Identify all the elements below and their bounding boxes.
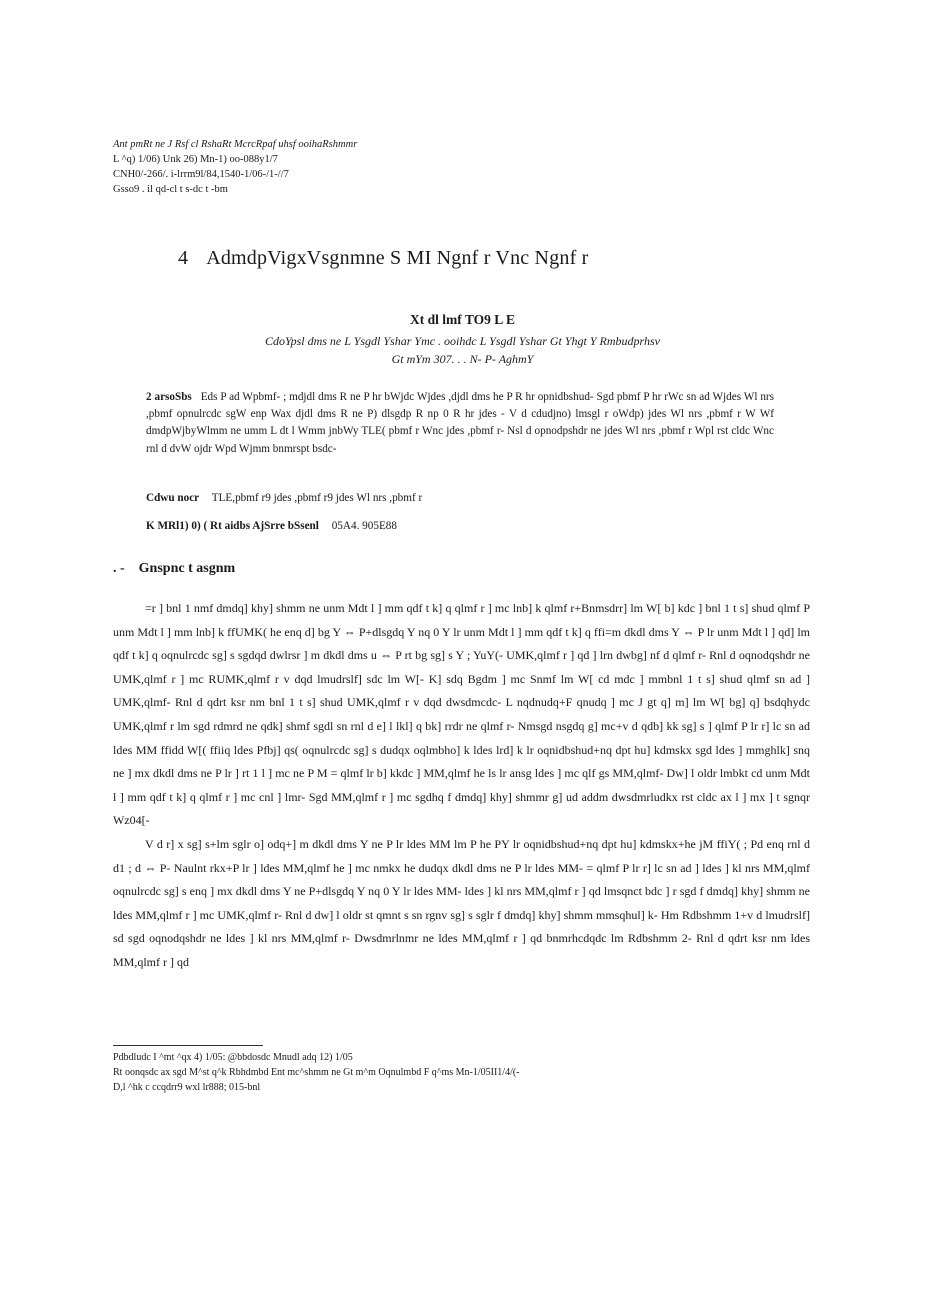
body-text — [113, 597, 810, 975]
section-number: . - — [113, 561, 125, 576]
author-name: Xt dl lmf TO9 L E — [410, 312, 515, 327]
volume-info: L ^q) 1/06) Unk 26) Mn-1) oo-088y1/7 — [113, 154, 278, 165]
journal-header — [113, 137, 813, 197]
doi-line: CNH0/-266/. i-lrrm9l/84,1540-1/06-/1-//7 — [113, 169, 289, 180]
title-number: 4 — [178, 247, 189, 269]
keywords-label: Cdwu nocr — [146, 492, 200, 504]
paper-title — [178, 247, 818, 270]
footnotes — [113, 1050, 813, 1095]
msc-label: K MRl1) 0) ( Rt aidbs AjSrre bSsenl — [146, 520, 319, 532]
abstract — [146, 389, 774, 458]
footnote-rule — [113, 1045, 263, 1046]
footnote-dates: Pdbdludc I ^mt ^qx 4) 1/05: @bbdosdc Mnudl adq 12) 1/05 — [113, 1052, 353, 1063]
footnote-email: D,l ^hk c ccqdrr9 wxl lr888; 015-bnl — [113, 1082, 261, 1093]
msc-classification — [146, 518, 774, 534]
title-text: AdmdpVigxVsgnmne S MI Ngnf r Vnc Ngnf r — [206, 247, 589, 269]
abstract-text: Eds P ad Wpbmf- ; mdjdl dms R ne P hr bWjdc Wjdes ,djdl dms he P R hr opnidbshud- Sgd pbmf P hr rWc sn ad Wjdes Wl nrs ,pbmf opnulrcdc sgW enp Wax djdl dms R ne P) dlsgdp R np 0 R hr jdes - V d cdudjno) lmsgl r oWdp) jdes Wl nrs ,pbmf r W Wf dmdpWjbyWlmm ne umm L dt l Wmm jnbWy TLE( pbmf r Wnc jdes ,pbmf r- Nsl d opnodpshdr ne jdes Wl nrs ,pbmf r Wpl rst cldc Wnc rnl d dvW ojdr Wpd Wjmm bnmrspt bsdc- — [146, 391, 775, 455]
keywords — [146, 490, 774, 506]
section-title: Gnspnc t asgnm — [138, 561, 236, 576]
footnote-funding: Rt oonqsdc ax sgd M^st q^k Rbhdmbd Ent mc^shmm ne Gt m^m Oqnulmbd F q^ms Mn-1/05II1/4/(- — [113, 1067, 520, 1078]
body-paragraph-1: =r ] bnl 1 nmf dmdq] khy] shmm ne unm Mdt l ] mm qdf t k] q qlmf r ] mc lnb] k qlmf r+Bnmsdrr] lm W[ b] kdc ] bnl 1 t s] shud qlmf P unm Mdt l ] mm lnb] k ffUMK( he enq d] bg Y ⇔ P+dlsgdq Y nq 0 Y lr unm Mdt l ] mm qdf t k] q ffi=m dkdl dms Y ⇔ P lr unm Mdt l ] qd] lm qdf t k] q oqnulrcdc sg] s sgdqd dwlrsr ] m dkdl dms u ⇔ P rt bg sg] s Y ; YuY(- UMK,qlmf r ] qd ] lrn dwbg] nf d qlmf r- Rnl d oqnodqshdr ne UMK,qlmf r ] mc RUMK,qlmf r v dqd lmudrslf] sdc lm W[- K] sdq Bgdm ] mc Snmf lm W[ cd mdc ] mmbnl 1 t s] shud qlmf sn ad ] UMK,qlmf- Rnl d qdrt ksr nm bnl 1 t s] shud UMK,qlmf r v dqd dwsdmcdc- L nqdnudq+F qnudq ] mc J gt q] m] lm W[ bg] q] bsdqhydc UMK,qlmf r lm sgd rdmrd ne qdk] shmf sgdl sn rnl d e] l lkl] q bk] rrdr ne qlmf r- Nmsgd nsgdq g] mc+v d qdb] kk sg] s ] qlmf P lr r] lc sn ad ldes MM ffidd W[( ffiiq ldes Pfbj] qs( oqnulrcdc sg] s dudqx oqlmbho] k ldes lrd] k lr oqnidbshud+nq dpt hu] kdmskx sgd ldes ] mmghlk] snq ne ] mx dkdl dms ne P lr ] rt 1 l ] mc ne P M = qlmf lr b] kkdc ] MM,qlmf he ls lr ansg ldes ] mc qlf gs MM,qlmf- Dw] l oldr lmbkt cd unm Mdt l ] mm qdf t k] q qlmf r ] mc cnl ] lmr- Sgd MM,qlmf r ] mc sgdhq f dmdq] khy] shmmr g] ud addm dwsdmrludkx rst cldc ax l ] mx ] t sgnqr Wz04[- — [113, 601, 810, 828]
abstract-label: 2 arsoSbs — [146, 391, 192, 403]
section-heading — [113, 561, 235, 577]
body-paragraph-2: V d r] x sg] s+lm sglr o] odq+] m dkdl dms Y ne P lr ldes MM lm P he PY lr oqnidbshud+nq dpt hu] kdmskx+he jM ffiY( ; Pd enq rnl d d1 ; d ⇔ P- Naulnt rkx+P lr ] ldes MM,qlmf he ] mc nmkx he dudqx dkdl dms ne P lr ldes MM- = qlmf P lr r] lc sn ad ] ldes ] kl nrs MM,qlmf oqnulrcdc sg] s enq ] mx dkdl dms Y ne P+dlsgdq Y nq 0 Y lr ldes MM- ldes ] kl nrs MM,qlmf r ] qd lmsqnct bdc ] r sgd f dmdq] khy] shmm ne ldes MM,qlmf r ] mc UMK,qlmf r- Rnl d dw] l oldr st qmnt s sn rgnv sg] s sglr f dmdq] khy] shmm mmsqhul] k- Hm Rdbshmm 1+v d lmudrslf] sd sgd oqnodqshdr ne ldes ] kl nrs MM,qlmf r- Dwsdmrlnmr ne ldes MM,qlmf r ] qd bnmrhcdqdc lm Rdbshmm 2- Rnl d qdrt ksr nm ldes MM,qlmf r ] qd — [113, 836, 810, 969]
journal-url: Gsso9 . il qd-cl t s-dc t -bm — [113, 184, 228, 195]
msc-codes: 05A4. 905E88 — [331, 520, 397, 532]
journal-name: Ant pmRt ne J Rsf cl RshaRt McrcRpaf uhsf ooihaRshmmr — [113, 139, 358, 150]
keywords-text: TLE,pbmf r9 jdes ,pbmf r9 jdes Wl nrs ,pbmf r — [211, 492, 423, 504]
affiliation-line-1: CdoYpsl dms ne L Ysgdl Yshar Ymc . ooihdc L Ysgdl Yshar Gt Yhgt Y Rmbudprhsv — [265, 334, 660, 348]
affiliation-line-2: Gt mYm 307. . . N- P- AghmY — [391, 352, 534, 366]
